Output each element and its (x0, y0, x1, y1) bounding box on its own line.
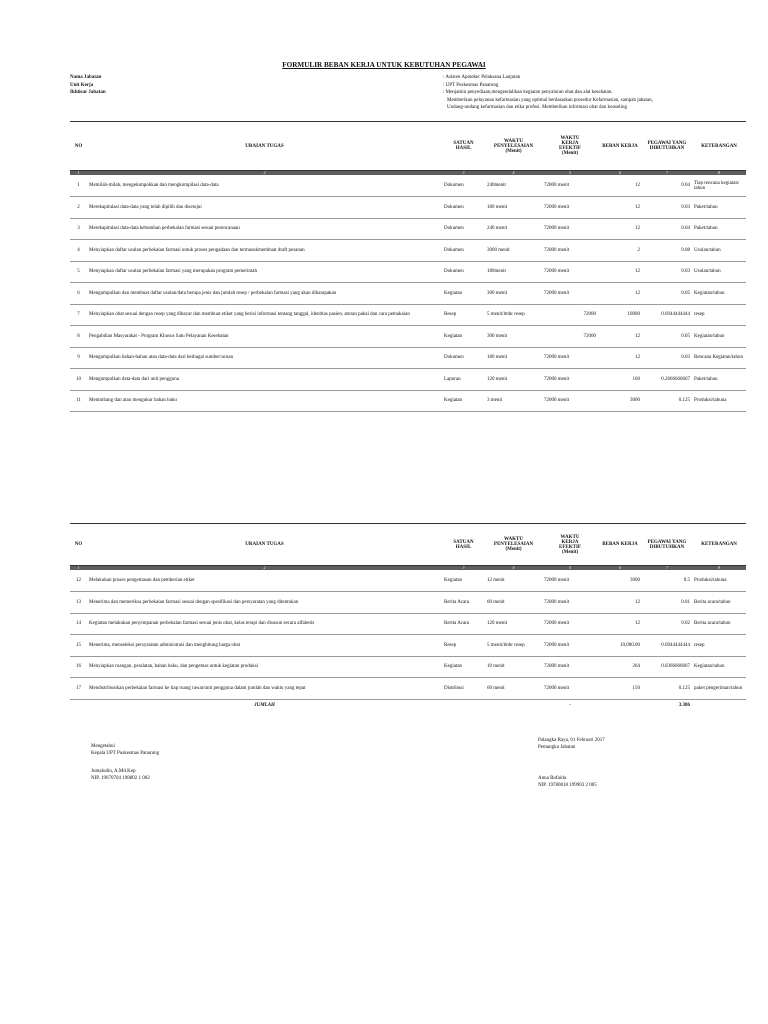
row-satuan: Berita Acara (442, 613, 485, 635)
row-keterangan: Usulan/tahun (692, 240, 746, 262)
row-pegawai: 0.03 (642, 261, 692, 283)
approval-block (91, 744, 159, 782)
row-no: 1 (70, 175, 87, 197)
row-pegawai: 0.6944444444 (642, 304, 692, 326)
table-row (70, 369, 746, 391)
officer-name: Anna Rufaida (538, 776, 566, 782)
row-satuan: Kegiatan (442, 570, 485, 592)
row-wke: 72000 menit (542, 570, 598, 592)
col-number: 1 (70, 566, 87, 571)
row-satuan: Dokumen (442, 175, 485, 197)
row-wke: 72000 menit (542, 635, 598, 657)
row-wke: 72000 menit (542, 261, 598, 283)
row-keterangan: Kegiatan/tahun (692, 283, 746, 305)
row-waktu: 300 menit (485, 326, 542, 348)
row-beban: 12 (598, 283, 642, 305)
ikhtisar-jabatan-value-1: : Menjamin penyediaan,mengendalikan kegiatan penyaluran obat,dan alat kesehatan. (443, 90, 613, 96)
row-waktu: 12 menit (485, 570, 542, 592)
header-wke: WAKTU KERJA EFEKTIF (Menit) (542, 524, 598, 566)
row-uraian: Memilah-milah, mengelompokkan dan mengkompilasi data-data (87, 175, 442, 197)
row-wke: 72000 menit (542, 390, 598, 412)
header-no: NO (70, 122, 87, 171)
table-row (70, 326, 746, 348)
row-uraian: Mengumpulkan dan membuat daftar usulan/data berupa jenis dan jumlah resep / perbekalan farmasi yang akan diharapakan (87, 283, 442, 305)
row-waktu: 180 menit (485, 197, 542, 219)
col-number: 3 (442, 566, 485, 571)
row-uraian: Menyiapkan daftar usulan perbekalan farmasi untuk proses pengadaan dan termasukmembuat draft pesanan (87, 240, 442, 262)
row-beban: 12 (598, 218, 642, 240)
row-keterangan: Usulan/tahun (692, 261, 746, 283)
row-uraian: Pengabdian Masyarakat - Program Khusus Satu Pelayanan Kesehatan (87, 326, 442, 348)
row-beban: 12 (598, 175, 642, 197)
total-dash: - (569, 702, 571, 708)
date-place: Palangka Raya, 01 Februari 2017 (538, 738, 605, 743)
row-uraian: Melakukan proses pengemasan dan pemberian etiket (87, 570, 442, 592)
row-satuan: Laporan (442, 369, 485, 391)
row-no: 17 (70, 678, 87, 700)
header-no: NO (70, 524, 87, 566)
row-satuan: Kegiatan (442, 390, 485, 412)
meta-labels (70, 74, 106, 97)
row-satuan: Berita Acara (442, 592, 485, 614)
row-pegawai: 0.01 (642, 592, 692, 614)
row-wke: 72000 menit (542, 656, 598, 678)
row-wke: 72000 menit (542, 369, 598, 391)
header-beban: BEBAN KERJA (598, 122, 642, 171)
row-satuan: Dokumen (442, 347, 485, 369)
row-uraian: Merekapitulasi data-data yang telah dipilih dan disetujui (87, 197, 442, 219)
header-wke: WAKTU KERJA EFEKTIF (Menit) (542, 122, 598, 171)
row-keterangan: Produksi/tahuna (692, 390, 746, 412)
row-beban: 12 (598, 326, 642, 348)
row-waktu: 120 menit (485, 369, 542, 391)
row-no: 5 (70, 261, 87, 283)
ikhtisar-jabatan-label: Ikhtisar Jabatan (70, 90, 106, 96)
row-keterangan: Berita acara/tahun (692, 613, 746, 635)
row-satuan: Dokumen (442, 218, 485, 240)
row-waktu: 10 menit (485, 656, 542, 678)
row-pegawai: 0.04 (642, 218, 692, 240)
approval-line-2: Kepala UPT Puskesmas Panarung (91, 750, 160, 756)
officer-block (538, 738, 605, 789)
row-pegawai: 0.03 (642, 197, 692, 219)
col-number: 5 (542, 566, 598, 571)
col-number: 7 (642, 566, 692, 571)
row-pegawai: 0.6944444444 (642, 635, 692, 657)
total-value: 3.386 (678, 702, 690, 708)
col-number: 8 (692, 566, 746, 571)
row-wke: 72000 menit (542, 175, 598, 197)
row-uraian: Merekapitulasi data-data kebutuhan perbekalan farmasi sesuai perencanaan (87, 218, 442, 240)
officer-nip: NIP. 19780818 199903 2 005 (538, 782, 597, 788)
header-waktu: WAKTU PENYELESAIAN (Menit) (485, 524, 542, 566)
col-number: 2 (87, 171, 442, 176)
table-row (70, 261, 746, 283)
table-row (70, 678, 746, 700)
table-row (70, 592, 746, 614)
row-beban: 3000 (598, 390, 642, 412)
row-uraian: Mendistribusikan perbekalan farmasi ke tiap ruang rawat/unit pengguna dalam jumlah dan waktu yang tepat (87, 678, 442, 700)
ikhtisar-jabatan-value-2: Memberikan pelayanan kefarmasian yang optimal berdasarkan prosedur Kefarmasian, sampah jabatan, (447, 97, 653, 103)
table-row (70, 570, 746, 592)
row-waktu: 60 menit (485, 678, 542, 700)
row-waktu: 240 menit (485, 218, 542, 240)
row-uraian: Menyiapkan ruangan, peralatan, bahan baku, dan pengemas untuk kegiatan produksi (87, 656, 442, 678)
header-keterangan: KETERANGAN (692, 122, 746, 171)
row-satuan: Kegiatan (442, 283, 485, 305)
row-no: 3 (70, 218, 87, 240)
row-keterangan: resep (692, 304, 746, 326)
table-row (70, 240, 746, 262)
table-header (70, 122, 746, 171)
row-waktu: 120 menit (485, 613, 542, 635)
row-keterangan: Produksi/tahuna (692, 570, 746, 592)
row-waktu: 180menit (485, 261, 542, 283)
table-row (70, 390, 746, 412)
nama-jabatan-value: : Asisten Apoteker Pelaksana Lanjutan (443, 75, 521, 80)
col-number: 5 (542, 171, 598, 176)
row-no: 7 (70, 304, 87, 326)
header-waktu: WAKTU PENYELESAIAN (Menit) (485, 122, 542, 171)
row-pegawai: 0.02 (642, 613, 692, 635)
row-beban: 12 (598, 347, 642, 369)
row-uraian: Menimbang dan atau mengukur bahan baku (87, 390, 442, 412)
row-satuan: Dokumen (442, 240, 485, 262)
col-number: 2 (87, 566, 442, 571)
table-row (70, 283, 746, 305)
table-row (70, 347, 746, 369)
row-uraian: Menerima, menseleksi persyaratan administrasi dan menghitung harga obat (87, 635, 442, 657)
approval-line-1: Mengetahui (91, 744, 115, 749)
header-keterangan: KETERANGAN (692, 524, 746, 566)
table-row (70, 613, 746, 635)
table-row (70, 635, 746, 657)
row-no: 13 (70, 592, 87, 614)
row-wke: 72000 menit (542, 678, 598, 700)
table-row (70, 304, 746, 326)
row-no: 4 (70, 240, 87, 262)
row-wke: 72000 (542, 326, 598, 348)
row-beban: 2 (598, 240, 642, 262)
row-beban: 12 (598, 261, 642, 283)
row-uraian: Mengumpulkan data-data dari unit pengguna (87, 369, 442, 391)
row-wke: 72000 menit (542, 283, 598, 305)
row-wke: 72000 menit (542, 347, 598, 369)
row-pegawai: 0.05 (642, 283, 692, 305)
row-no: 10 (70, 369, 87, 391)
row-waktu: 180 menit (485, 347, 542, 369)
row-uraian: Menyiapkan daftar usulan perbekalan farmasi yang merupakan program pemerintah (87, 261, 442, 283)
total-row (70, 699, 746, 711)
row-wke: 72000 menit (542, 218, 598, 240)
header-uraian: URAIAN TUGAS (87, 524, 442, 566)
unit-kerja-value: : UPT Puskesmas Panarung (443, 82, 499, 88)
row-keterangan: Rencana Kegiatan/tahun (692, 347, 746, 369)
row-no: 11 (70, 390, 87, 412)
row-no: 14 (70, 613, 87, 635)
header-satuan: SATUAN HASIL (442, 122, 485, 171)
row-satuan: Resep (442, 635, 485, 657)
row-keterangan: Kegiatan/tahun (692, 326, 746, 348)
row-uraian: Kegiatan melakukan penyimpanan perbekalan farmasi sesuai jenis obat, kelas terapi dan disusun secara alfabetis (87, 613, 442, 635)
row-beban: 150 (598, 678, 642, 700)
row-waktu: 5 menit/lmbr resep (485, 304, 542, 326)
row-satuan: Resep (442, 304, 485, 326)
row-pegawai: 0.2666666667 (642, 369, 692, 391)
row-beban: 10000 (598, 304, 642, 326)
table-row (70, 218, 746, 240)
workload-table-2 (70, 523, 746, 711)
row-satuan: Dokumen (442, 261, 485, 283)
table-row (70, 197, 746, 219)
header-pegawai: PEGAWAI YANG DIBUTUHKAN (642, 524, 692, 566)
row-keterangan: Tiap rencana kegiatan/ tahun (692, 175, 746, 197)
row-no: 15 (70, 635, 87, 657)
col-number: 6 (598, 171, 642, 176)
row-beban: 12 (598, 592, 642, 614)
approval-nip: NIP. 19670704 198802 1 002 (91, 775, 150, 781)
row-beban: 160 (598, 369, 642, 391)
row-uraian: Menyiapkan obat sesuai dengan resep yang dibayar dan membuat etiket yang berisi informasi tentang tanggal, identitas pasien, aturan pakai dan cara pemakaian (87, 304, 442, 326)
nama-jabatan-label: Nama Jabatan (70, 75, 102, 80)
row-waktu: 60 menit (485, 592, 542, 614)
header-pegawai: PEGAWAI YANG DIBUTUHKAN (642, 122, 692, 171)
row-pegawai: 0.04 (642, 175, 692, 197)
row-waktu: 300 menit (485, 283, 542, 305)
ikhtisar-jabatan-value-3: Undang-undang kefarmasian dan etika profesi. Memberikan informasi obat dan konseling (447, 105, 627, 111)
row-keterangan: Kegiatan/tahun (692, 656, 746, 678)
row-no: 2 (70, 197, 87, 219)
row-no: 6 (70, 283, 87, 305)
col-number: 7 (642, 171, 692, 176)
row-uraian: Mengumpulkan bahan-bahan atau data-data dari berbagai sumber/acuan (87, 347, 442, 369)
header-satuan: SATUAN HASIL (442, 524, 485, 566)
row-wke: 72000 menit (542, 240, 598, 262)
row-beban: 264 (598, 656, 642, 678)
row-pegawai: 0.0366666667 (642, 656, 692, 678)
row-wke: 72000 (542, 304, 598, 326)
row-satuan: Distribusi (442, 678, 485, 700)
form-title: FORMULIR BEBAN KERJA UNTUK KEBUTUHAN PEGAWAI (282, 61, 486, 69)
row-satuan: Kegiatan (442, 326, 485, 348)
col-number: 4 (485, 566, 542, 571)
row-no: 9 (70, 347, 87, 369)
row-pegawai: 0.05 (642, 326, 692, 348)
row-wke: 72000 menit (542, 592, 598, 614)
meta-values (443, 74, 653, 112)
row-wke: 72000 menit (542, 613, 598, 635)
row-waktu: 240menit (485, 175, 542, 197)
table-row (70, 175, 746, 197)
table-row (70, 656, 746, 678)
row-pegawai: 0.08 (642, 240, 692, 262)
row-uraian: Menerima dan memeriksa perbekalan farmasi sesuai dengan spesifikasi dan persyaratan yang ditentukan (87, 592, 442, 614)
row-pegawai: 0.125 (642, 678, 692, 700)
col-number: 1 (70, 171, 87, 176)
col-number: 4 (485, 171, 542, 176)
row-keterangan: Berita acara/tahun (692, 592, 746, 614)
row-waktu: 3 menit (485, 390, 542, 412)
row-wke: 72000 menit (542, 197, 598, 219)
row-satuan: Kegiatan (442, 656, 485, 678)
row-beban: 12 (598, 197, 642, 219)
col-number: 8 (692, 171, 746, 176)
row-waktu: 3000 menit (485, 240, 542, 262)
row-keterangan: resep (692, 635, 746, 657)
row-no: 8 (70, 326, 87, 348)
row-beban: 12 (598, 613, 642, 635)
approval-name: Jumaludin, A.Md.Kep (91, 769, 136, 775)
row-pegawai: 0.03 (642, 347, 692, 369)
row-no: 12 (70, 570, 87, 592)
row-keterangan: Paket/tahun (692, 218, 746, 240)
row-waktu: 5 menit/lmbr resep (485, 635, 542, 657)
row-beban: 10,000.00 (598, 635, 642, 657)
row-pegawai: 0.125 (642, 390, 692, 412)
row-satuan: Dokumen (442, 197, 485, 219)
row-keterangan: paket pengeriman/tahun (692, 678, 746, 700)
table-header (70, 524, 746, 566)
col-number: 6 (598, 566, 642, 571)
total-label: JUMLAH (254, 702, 275, 708)
row-keterangan: Paket/tahun (692, 197, 746, 219)
unit-kerja-label: Unit Kerja (70, 82, 94, 88)
header-uraian: URAIAN TUGAS (87, 122, 442, 171)
col-number: 3 (442, 171, 485, 176)
header-beban: BEBAN KERJA (598, 524, 642, 566)
officer-role: Pemangku Jabatan (538, 744, 576, 750)
row-beban: 3000 (598, 570, 642, 592)
row-no: 16 (70, 656, 87, 678)
workload-table-1 (70, 121, 746, 412)
row-pegawai: 0.5 (642, 570, 692, 592)
row-keterangan: Paket/tahun (692, 369, 746, 391)
